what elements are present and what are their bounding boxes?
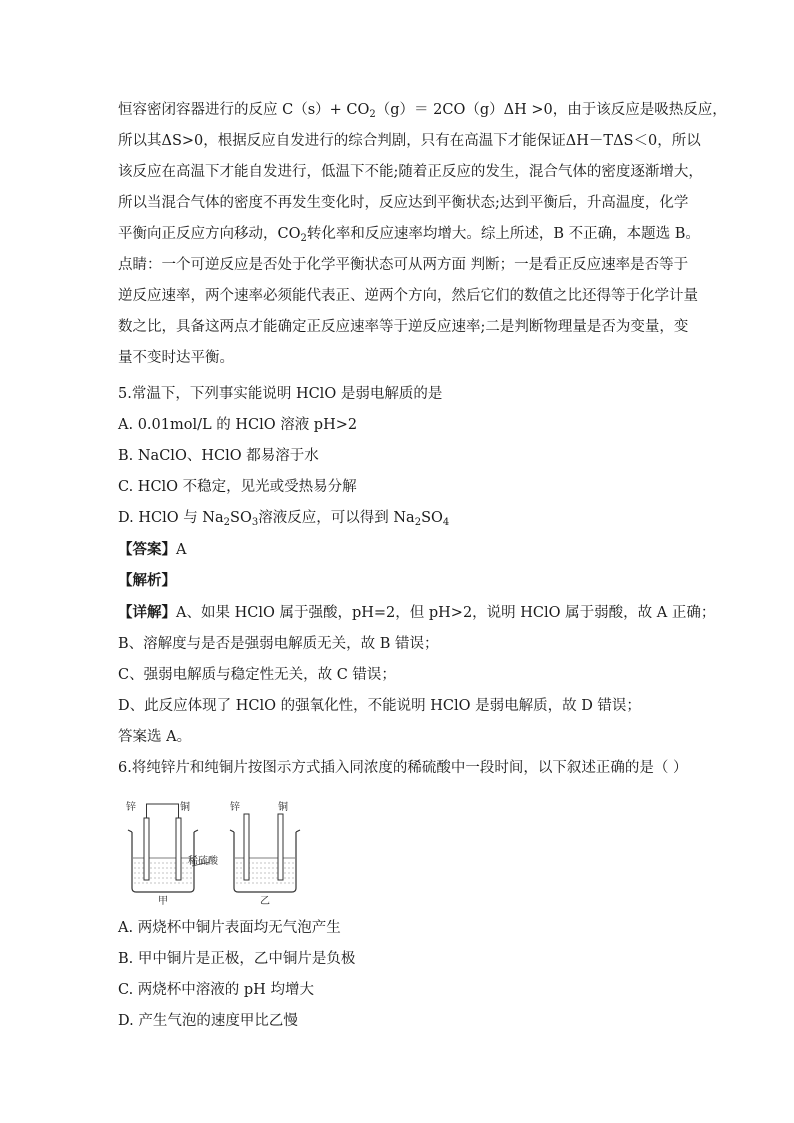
text-line: 数之比，具备这两点才能确定正反应速率等于逆反应速率;二是判断物理量是否为变量，变 <box>118 319 689 335</box>
text-line: 平衡向正反应方向移动，$CO_2$转化率和反应速率均增大。综上所述，B 不正确，本题选 B。 <box>118 226 700 244</box>
detail-line: B、溶解度与是否是强弱电解质无关，故 B 错误； <box>118 636 439 652</box>
q6-option-d: D. 产生气泡的速度甲比乙慢 <box>118 1013 298 1029</box>
q6-option-c: C. 两烧杯中溶液的 pH 均增大 <box>118 982 314 998</box>
q6-option-b: B. 甲中铜片是正极，乙中铜片是负极 <box>118 951 356 967</box>
text-line: 点睛：一个可逆反应是否处于化学平衡状态可从两方面 判断；一是看正反应速率是否等于 <box>118 257 689 273</box>
detail-line: 【详解】A、如果 HClO 属于强酸，pH=2，但 pH>2，说明 HClO 属于弱酸，故 A 正确； <box>118 604 716 621</box>
text-line: 所以其ΔS>0，根据反应自发进行的综合判剧，只有在高温下才能保证ΔH－TΔS＜0，所以 <box>118 133 701 149</box>
text-line: 量不变时达平衡。 <box>118 350 234 366</box>
label-yi: 乙 <box>260 896 270 907</box>
text-line: 逆反应速率，两个速率必须能代表正、逆两个方向，然后它们的数值之比还得等于化学计量 <box>118 288 698 304</box>
question-6-stem: 6.将纯锌片和纯铜片按图示方式插入同浓度的稀硫酸中一段时间，以下叙述正确的是（ ） <box>118 760 688 776</box>
q5-option-b: B. NaClO、HClO 都易溶于水 <box>118 448 319 464</box>
beaker-yi <box>230 800 300 907</box>
q5-option-c: C. HClO 不稳定，见光或受热易分解 <box>118 479 357 495</box>
label-copper-jia: 铜 <box>180 802 190 813</box>
answer-label: 【答案】 <box>118 541 176 558</box>
q5-option-d: D. HClO 与 $Na_2SO_3$溶液反应，可以得到 $Na_2SO_4$ <box>118 510 450 528</box>
beaker-jia <box>126 800 198 907</box>
text-line: 该反应在高温下才能自发进行，低温下不能;随着正反应的发生，混合气体的密度逐渐增大， <box>118 164 703 180</box>
analysis-label: 【解析】 <box>118 572 176 589</box>
label-jia: 甲 <box>158 896 168 907</box>
q6-option-a: A. 两烧杯中铜片表面均无气泡产生 <box>118 920 341 936</box>
q5-option-a: A. 0.01mol/L 的 HClO 溶液 pH>2 <box>118 417 358 433</box>
label-zinc-yi: 锌 <box>230 802 240 813</box>
question-5-stem: 5.常温下，下列事实能说明 HClO 是弱电解质的是 <box>118 386 443 402</box>
beaker-diagram <box>118 796 318 908</box>
answer-line: 【答案】A <box>118 541 187 558</box>
label-copper-yi: 铜 <box>278 802 288 813</box>
label-acid: 稀硫酸 <box>188 856 218 867</box>
text-line: 恒容密闭容器进行的反应 $C(s)+ CO_2(g)= 2CO(g)\Delta H >0$，由于该反应是吸热反应， <box>118 102 727 120</box>
conclusion-line: 答案选 A。 <box>118 729 192 745</box>
detail-line: C、强弱电解质与稳定性无关，故 C 错误； <box>118 667 396 683</box>
label-zinc-jia: 锌 <box>126 802 136 813</box>
detail-line: D、此反应体现了 HClO 的强氧化性，不能说明 HClO 是弱电解质，故 D 错误； <box>118 698 641 714</box>
text-line: 所以当混合气体的密度不再发生变化时，反应达到平衡状态;达到平衡后，升高温度，化学 <box>118 195 689 211</box>
